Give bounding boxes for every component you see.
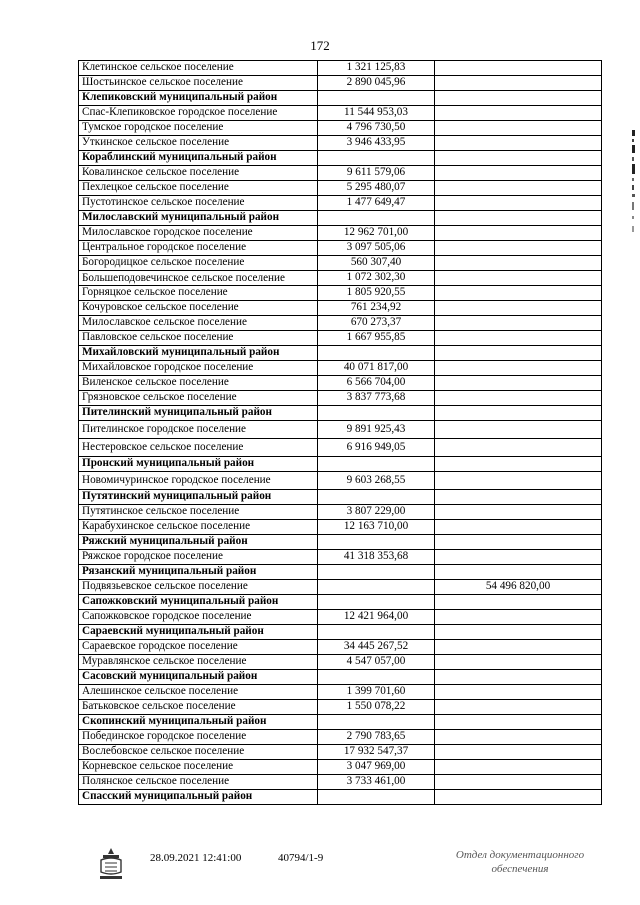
district-name-cell: Пителинский муниципальный район: [79, 406, 318, 421]
district-header-row: [79, 625, 602, 640]
settlement-name-cell: Спас-Клепиковское городское поселение: [79, 106, 318, 121]
amount-cell-2: [435, 535, 602, 550]
amount-cell-2: [435, 550, 602, 565]
district-header-row: [79, 346, 602, 361]
settlement-name-cell: Павловское сельское поселение: [79, 331, 318, 346]
district-name-cell: Милославский муниципальный район: [79, 211, 318, 226]
settlement-name-cell: Батьковское сельское поселение: [79, 700, 318, 715]
settlement-row: [79, 439, 602, 457]
settlement-row: [79, 730, 602, 745]
amount-cell: [318, 406, 435, 421]
amount-cell-2: [435, 640, 602, 655]
settlement-name-cell: Муравлянское сельское поселение: [79, 655, 318, 670]
settlement-row: [79, 760, 602, 775]
settlement-name-cell: Грязновское сельское поселение: [79, 391, 318, 406]
amount-cell: [318, 346, 435, 361]
footer-doc-number: 40794/1-9: [278, 852, 324, 864]
amount-cell: [318, 151, 435, 166]
settlement-name-cell: Пехлецкое сельское поселение: [79, 181, 318, 196]
settlement-name-cell: Виленское сельское поселение: [79, 376, 318, 391]
department-stamp: [445, 848, 595, 876]
settlement-row: [79, 166, 602, 181]
district-header-row: [79, 490, 602, 505]
budget-table-body: [79, 61, 602, 805]
amount-cell: 1 399 701,60: [318, 685, 435, 700]
settlement-row: [79, 376, 602, 391]
amount-cell: 3 837 773,68: [318, 391, 435, 406]
settlement-row: [79, 391, 602, 406]
amount-cell-2: [435, 151, 602, 166]
amount-cell-2: [435, 361, 602, 376]
amount-cell-2: [435, 625, 602, 640]
amount-cell: 4 796 730,50: [318, 121, 435, 136]
settlement-name-cell: Большеподовечинское сельское поселение: [79, 271, 318, 286]
amount-cell: [318, 790, 435, 805]
amount-cell: 3 946 433,95: [318, 136, 435, 151]
amount-cell-2: [435, 316, 602, 331]
amount-cell-2: [435, 457, 602, 472]
amount-cell: [318, 490, 435, 505]
settlement-name-cell: Клетинское сельское поселение: [79, 61, 318, 76]
amount-cell: 1 477 649,47: [318, 196, 435, 211]
settlement-name-cell: Михайловское городское поселение: [79, 361, 318, 376]
settlement-name-cell: Карабухинское сельское поселение: [79, 520, 318, 535]
settlement-row: [79, 745, 602, 760]
settlement-name-cell: Милославское сельское поселение: [79, 316, 318, 331]
settlement-name-cell: Центральное городское поселение: [79, 241, 318, 256]
amount-cell: 1 072 302,30: [318, 271, 435, 286]
settlement-name-cell: Новомичуринское городское поселение: [79, 472, 318, 490]
settlement-row: [79, 361, 602, 376]
district-header-row: [79, 790, 602, 805]
settlement-row: [79, 121, 602, 136]
district-name-cell: Сапожковский муниципальный район: [79, 595, 318, 610]
settlement-row: [79, 550, 602, 565]
amount-cell: 9 603 268,55: [318, 472, 435, 490]
amount-cell-2: [435, 241, 602, 256]
amount-cell: [318, 211, 435, 226]
district-header-row: [79, 535, 602, 550]
settlement-row: [79, 256, 602, 271]
settlement-row: [79, 181, 602, 196]
settlement-row: [79, 640, 602, 655]
amount-cell-2: [435, 346, 602, 361]
amount-cell: 3 047 969,00: [318, 760, 435, 775]
amount-cell: 1 321 125,83: [318, 61, 435, 76]
settlement-name-cell: Милославское городское поселение: [79, 226, 318, 241]
amount-cell-2: [435, 730, 602, 745]
amount-cell-2: [435, 226, 602, 241]
settlement-row: [79, 61, 602, 76]
amount-cell-2: [435, 106, 602, 121]
district-name-cell: Спасский муниципальный район: [79, 790, 318, 805]
amount-cell-2: [435, 670, 602, 685]
district-name-cell: Михайловский муниципальный район: [79, 346, 318, 361]
district-header-row: [79, 670, 602, 685]
settlement-row: [79, 226, 602, 241]
amount-cell: 12 163 710,00: [318, 520, 435, 535]
settlement-row: [79, 331, 602, 346]
amount-cell: 2 890 045,96: [318, 76, 435, 91]
settlement-name-cell: Полянское сельское поселение: [79, 775, 318, 790]
scan-edge-marks: [631, 130, 637, 240]
settlement-row: [79, 136, 602, 151]
amount-cell-2: [435, 196, 602, 211]
district-name-cell: Рязанский муниципальный район: [79, 565, 318, 580]
amount-cell-2: [435, 331, 602, 346]
amount-cell: 761 234,92: [318, 301, 435, 316]
amount-cell: 17 932 547,37: [318, 745, 435, 760]
amount-cell: 1 550 078,22: [318, 700, 435, 715]
amount-cell-2: [435, 91, 602, 106]
settlement-name-cell: Побединское городское поселение: [79, 730, 318, 745]
settlement-row: [79, 76, 602, 91]
amount-cell: 3 097 505,06: [318, 241, 435, 256]
settlement-row: [79, 421, 602, 439]
settlement-name-cell: Богородицкое сельское поселение: [79, 256, 318, 271]
settlement-row: [79, 520, 602, 535]
amount-cell-2: [435, 256, 602, 271]
district-header-row: [79, 457, 602, 472]
amount-cell-2: [435, 565, 602, 580]
district-header-row: [79, 406, 602, 421]
amount-cell-2: [435, 760, 602, 775]
amount-cell: [318, 535, 435, 550]
amount-cell: [318, 595, 435, 610]
amount-cell: 1 805 920,55: [318, 286, 435, 301]
settlement-name-cell: Алешинское сельское поселение: [79, 685, 318, 700]
amount-cell: 6 916 949,05: [318, 439, 435, 457]
amount-cell-2: [435, 790, 602, 805]
district-header-row: [79, 715, 602, 730]
amount-cell-2: [435, 610, 602, 625]
amount-cell: 9 611 579,06: [318, 166, 435, 181]
district-header-row: [79, 151, 602, 166]
settlement-row: [79, 301, 602, 316]
amount-cell: [318, 580, 435, 595]
amount-cell-2: 54 496 820,00: [435, 580, 602, 595]
amount-cell: [318, 91, 435, 106]
amount-cell-2: [435, 271, 602, 286]
amount-cell-2: [435, 505, 602, 520]
amount-cell-2: [435, 391, 602, 406]
settlement-name-cell: Тумское городское поселение: [79, 121, 318, 136]
amount-cell-2: [435, 775, 602, 790]
settlement-name-cell: Шостьинское сельское поселение: [79, 76, 318, 91]
settlement-name-cell: Пителинское городское поселение: [79, 421, 318, 439]
amount-cell: [318, 670, 435, 685]
amount-cell-2: [435, 406, 602, 421]
settlement-row: [79, 286, 602, 301]
settlement-name-cell: Ряжское городское поселение: [79, 550, 318, 565]
amount-cell-2: [435, 61, 602, 76]
amount-cell-2: [435, 715, 602, 730]
amount-cell-2: [435, 286, 602, 301]
settlement-row: [79, 196, 602, 211]
district-name-cell: Путятинский муниципальный район: [79, 490, 318, 505]
amount-cell: 41 318 353,68: [318, 550, 435, 565]
amount-cell: 4 547 057,00: [318, 655, 435, 670]
amount-cell: 34 445 267,52: [318, 640, 435, 655]
amount-cell: 1 667 955,85: [318, 331, 435, 346]
district-name-cell: Клепиковский муниципальный район: [79, 91, 318, 106]
amount-cell: 2 790 783,65: [318, 730, 435, 745]
settlement-name-cell: Горняцкое сельское поселение: [79, 286, 318, 301]
stamp-line-1: Отдел документационного: [455, 849, 585, 861]
settlement-row: [79, 655, 602, 670]
settlement-name-cell: Вослебовское сельское поселение: [79, 745, 318, 760]
settlement-row: [79, 775, 602, 790]
amount-cell: 9 891 925,43: [318, 421, 435, 439]
settlement-row: [79, 580, 602, 595]
district-name-cell: Сараевский муниципальный район: [79, 625, 318, 640]
amount-cell: [318, 715, 435, 730]
amount-cell-2: [435, 211, 602, 226]
amount-cell: 40 071 817,00: [318, 361, 435, 376]
settlement-row: [79, 271, 602, 286]
amount-cell: 6 566 704,00: [318, 376, 435, 391]
district-header-row: [79, 595, 602, 610]
settlement-name-cell: Уткинское сельское поселение: [79, 136, 318, 151]
district-header-row: [79, 91, 602, 106]
amount-cell-2: [435, 700, 602, 715]
amount-cell: 5 295 480,07: [318, 181, 435, 196]
page-number: 172: [310, 38, 330, 53]
amount-cell: 3 733 461,00: [318, 775, 435, 790]
settlement-name-cell: Корневское сельское поселение: [79, 760, 318, 775]
settlement-name-cell: Путятинское сельское поселение: [79, 505, 318, 520]
amount-cell: [318, 625, 435, 640]
settlement-row: [79, 472, 602, 490]
settlement-row: [79, 700, 602, 715]
amount-cell-2: [435, 490, 602, 505]
district-name-cell: Пронский муниципальный район: [79, 457, 318, 472]
amount-cell-2: [435, 595, 602, 610]
district-name-cell: Сасовский муниципальный район: [79, 670, 318, 685]
district-name-cell: Кораблинский муниципальный район: [79, 151, 318, 166]
amount-cell-2: [435, 685, 602, 700]
amount-cell-2: [435, 472, 602, 490]
amount-cell-2: [435, 76, 602, 91]
amount-cell: 11 544 953,03: [318, 106, 435, 121]
settlement-row: [79, 685, 602, 700]
settlement-name-cell: Подвязьевское сельское поселение: [79, 580, 318, 595]
amount-cell-2: [435, 655, 602, 670]
district-header-row: [79, 211, 602, 226]
settlement-name-cell: Кочуровское сельское поселение: [79, 301, 318, 316]
footer-datetime: 28.09.2021 12:41:00: [150, 852, 242, 864]
amount-cell-2: [435, 520, 602, 535]
settlement-name-cell: Пустотинское сельское поселение: [79, 196, 318, 211]
amount-cell-2: [435, 745, 602, 760]
settlement-name-cell: Сапожковское городское поселение: [79, 610, 318, 625]
settlement-row: [79, 610, 602, 625]
amount-cell: [318, 565, 435, 580]
amount-cell-2: [435, 301, 602, 316]
amount-cell: 560 307,40: [318, 256, 435, 271]
amount-cell-2: [435, 166, 602, 181]
district-header-row: [79, 565, 602, 580]
budget-table: [78, 60, 602, 805]
amount-cell-2: [435, 136, 602, 151]
emblem-icon: [96, 846, 126, 882]
amount-cell: 12 962 701,00: [318, 226, 435, 241]
settlement-row: [79, 241, 602, 256]
district-name-cell: Ряжский муниципальный район: [79, 535, 318, 550]
amount-cell: 670 273,37: [318, 316, 435, 331]
settlement-row: [79, 316, 602, 331]
settlement-row: [79, 505, 602, 520]
amount-cell: [318, 457, 435, 472]
amount-cell-2: [435, 439, 602, 457]
amount-cell: 3 807 229,00: [318, 505, 435, 520]
stamp-line-2: обеспечения: [491, 863, 549, 875]
amount-cell-2: [435, 121, 602, 136]
settlement-name-cell: Сараевское городское поселение: [79, 640, 318, 655]
settlement-name-cell: Ковалинское сельское поселение: [79, 166, 318, 181]
settlement-row: [79, 106, 602, 121]
amount-cell: 12 421 964,00: [318, 610, 435, 625]
amount-cell-2: [435, 181, 602, 196]
district-name-cell: Скопинский муниципальный район: [79, 715, 318, 730]
amount-cell-2: [435, 376, 602, 391]
amount-cell-2: [435, 421, 602, 439]
settlement-name-cell: Нестеровское сельское поселение: [79, 439, 318, 457]
